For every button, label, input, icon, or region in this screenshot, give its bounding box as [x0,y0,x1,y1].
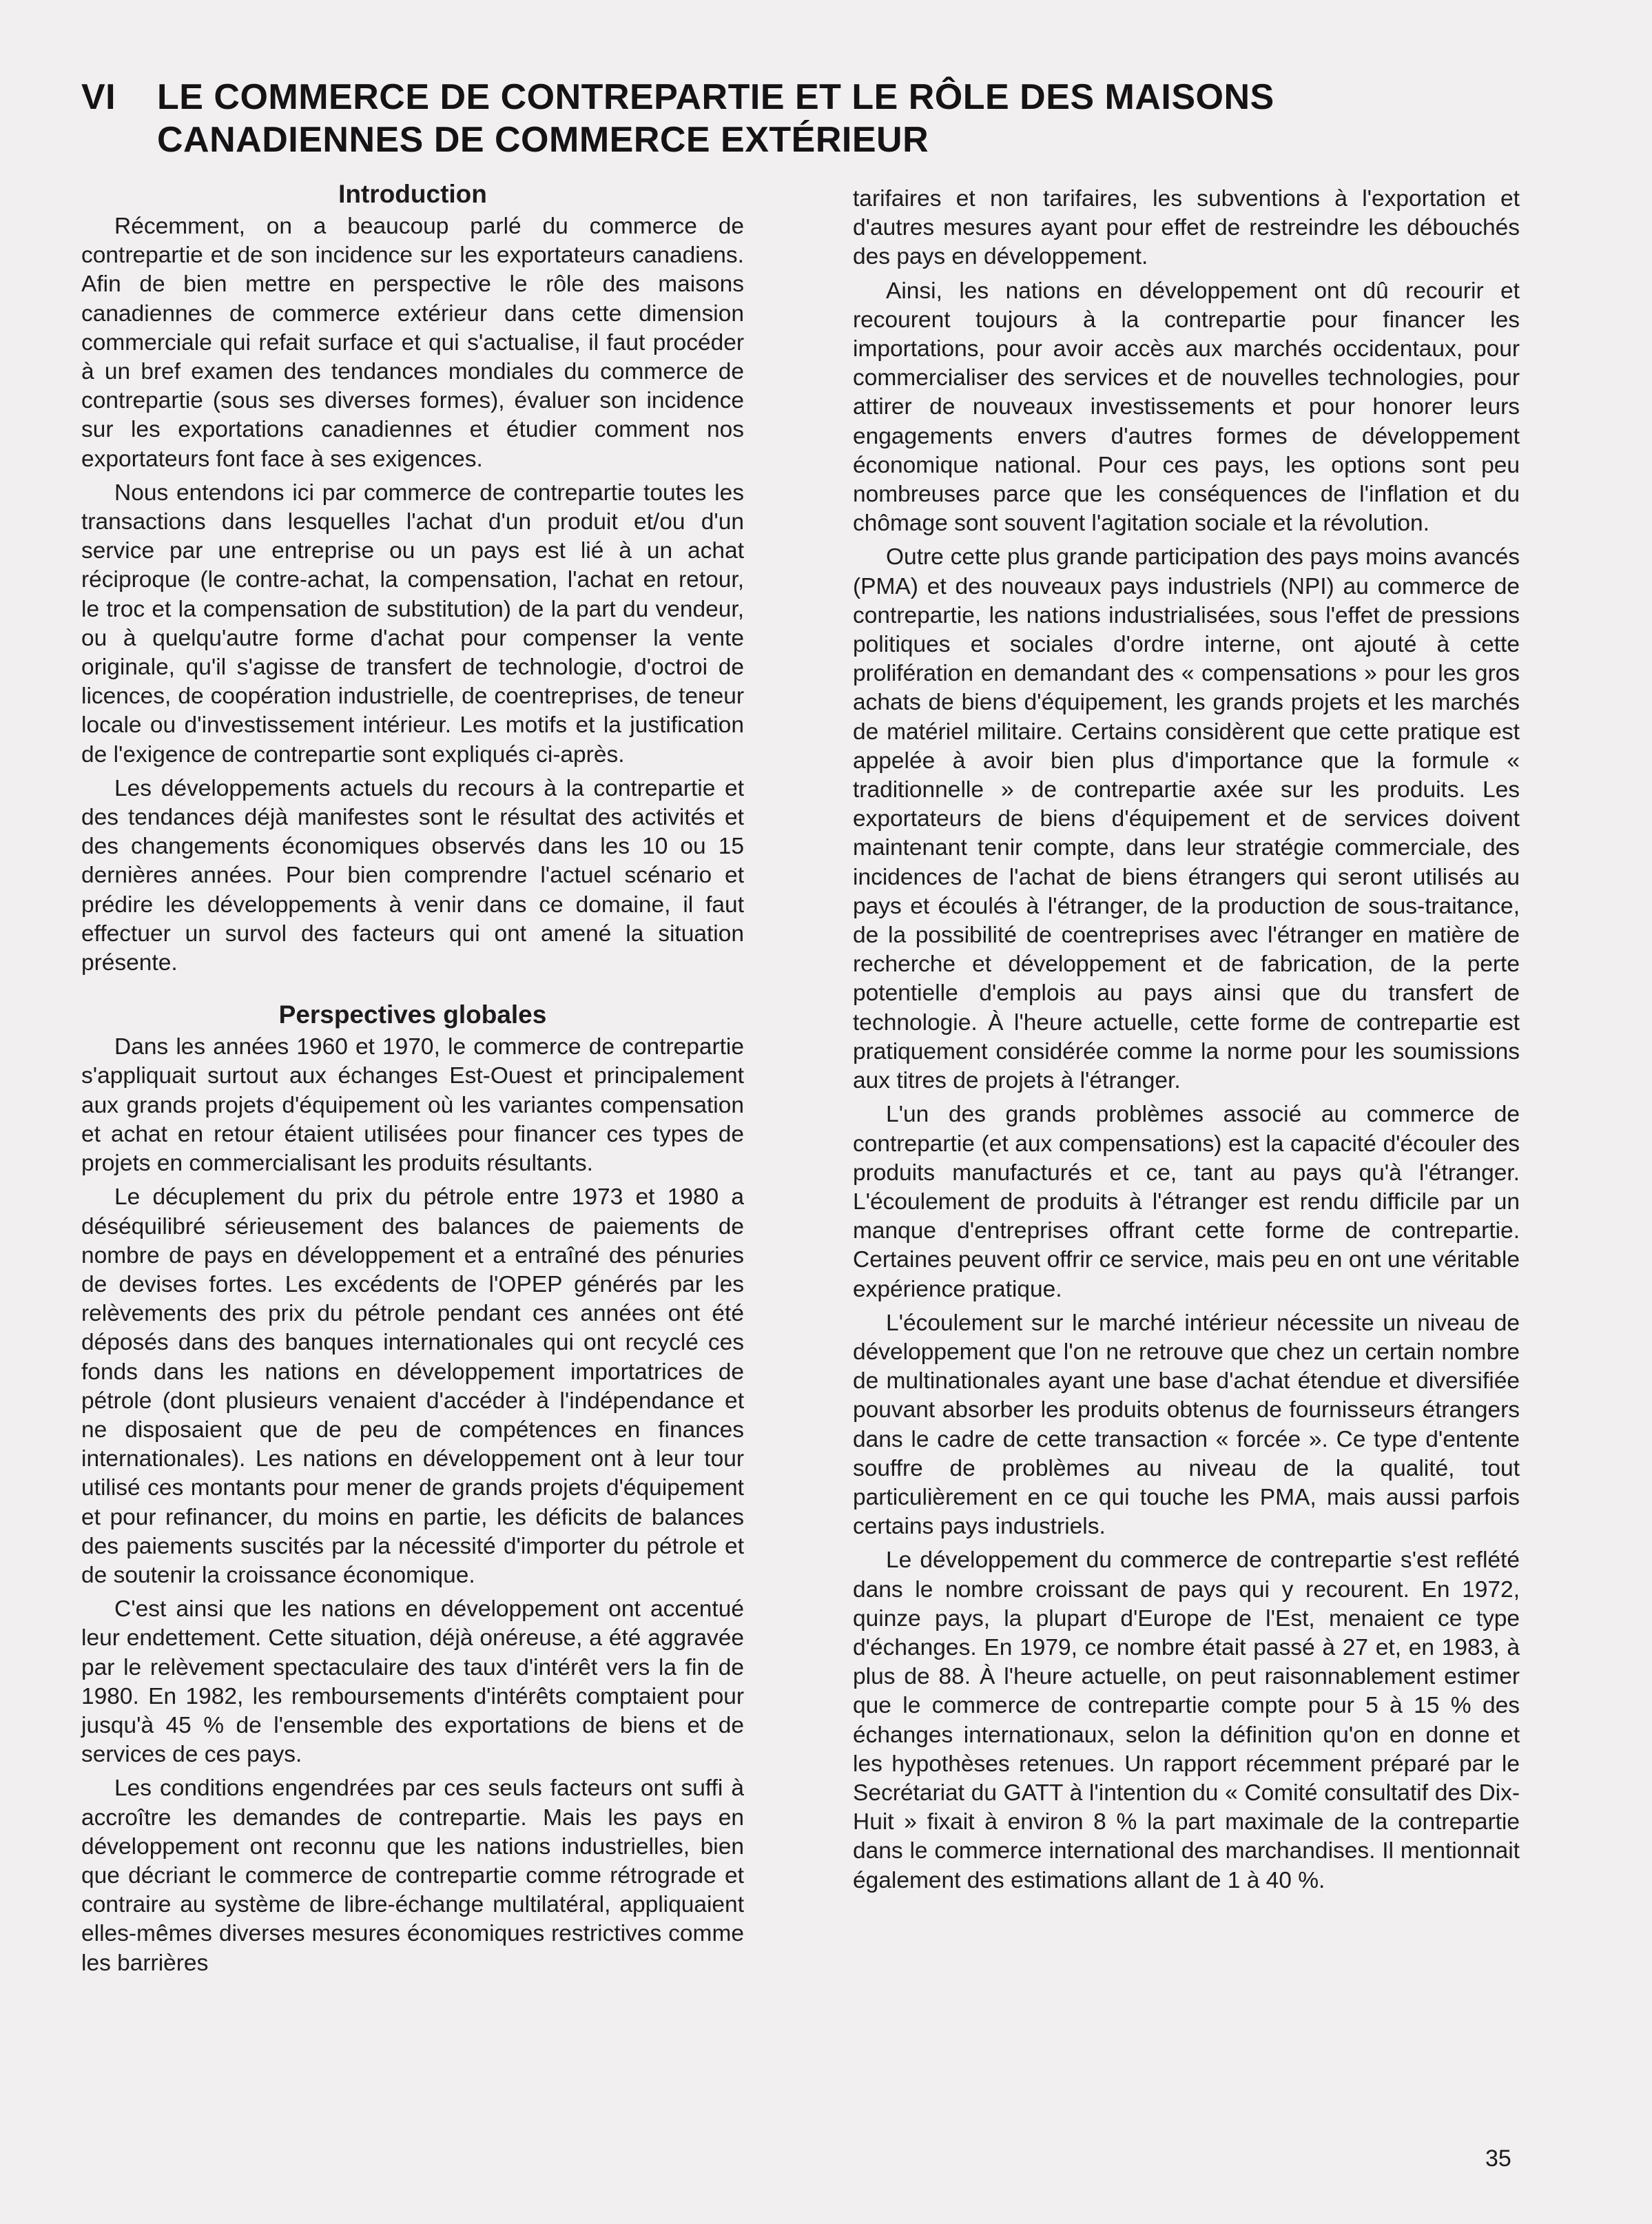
paragraph: Les développements actuels du recours à la contrepartie et des tendances déjà manifestes sont le résultat des activités et des changements économiques observés dans les 10 ou 15 dernières années. Pour bien comprendre l'actuel scénario et prédire les développements à venir dans ce domaine, il faut effectuer un survol des facteurs qui ont amené la situation présente. [81,775,744,976]
paragraph: Les conditions engendrées par ces seuls facteurs ont suffi à accroître les demandes de contrepartie. Mais les pays en développement ont reconnu que les nations industrielles, bien que décriant le commerce de contrepartie comme rétrograde et contraire au système de libre-échange multilatéral, appliquaient elles-mêmes diverses mesures économiques restrictives comme les barrières [81,1775,744,1976]
left-column [81,178,744,1983]
right-column [853,185,1520,1900]
paragraph: Le développement du commerce de contrepartie s'est reflété dans le nombre croissant de pays qui y recourent. En 1972, quinze pays, la plupart d'Europe de l'Est, menaient ce type d'échanges. En 1979, ce nombre était passé à 27 et, en 1983, à plus de 88. À l'heure actuelle, on peut raisonnablement estimer que le commerce de contrepartie compte pour 5 à 15 % des échanges internationaux, selon la définition qu'on en donne et les hypothèses retenues. Un rapport récemment préparé par le Secrétariat du GATT à l'intention du « Comité consultatif des Dix-Huit » fixait à environ 8 % la part maximale de la contrepartie dans le commerce international des marchandises. Il mentionnait également des estimations allant de 1 à 40 %. [853,1547,1520,1893]
paragraph: Nous entendons ici par commerce de contrepartie toutes les transactions dans lesquelles l'achat d'un produit et/ou d'un service par une entreprise ou un pays est lié à un achat réciproque (le contre-achat, la compensation, l'achat en retour, le troc et la compensation de substitution) de la part du vendeur, ou à quelqu'autre forme d'achat pour compenser la vente originale, qu'il s'agisse de transfert de technologie, d'octroi de licences, de coopération industrielle, de coentreprises, de teneur locale ou d'investissement intérieur. Les motifs et la justification de l'exigence de contrepartie sont expliqués ci-après. [81,480,744,768]
chapter-number: VI [81,77,116,117]
page-number: 35 [1485,2145,1511,2172]
paragraph: L'un des grands problèmes associé au commerce de contrepartie (et aux compensations) est la capacité d'écouler des produits manufacturés et ce, tant au pays qu'à l'étranger. L'écoulement de produits à l'étranger est rendu difficile par un manque d'entreprises offrant cette forme de contrepartie. Certaines peuvent offrir ce service, mais peu en ont une véritable expérience pratique. [853,1102,1520,1302]
paragraph: Ainsi, les nations en développement ont dû recourir et recourent toujours à la contrepartie pour financer les importations, pour avoir accès aux marchés occidentaux, pour commercialiser des services et de nouvelles technologies, pour attirer de nouveaux investissements et pour honorer leurs engagements envers d'autres formes de développement économique national. Pour ces pays, les options sont peu nombreuses parce que les conséquences de l'inflation et du chômage sont souvent l'agitation sociale et la révolution. [853,278,1520,537]
paragraph: Outre cette plus grande participation des pays moins avancés (PMA) et des nouveaux pays industriels (NPI) au commerce de contrepartie, les nations industrialisées, sous l'effet de pressions politiques et sociales d'ordre interne, ont ajouté à cette prolifération en demandant des « compensations » pour les gros achats de biens d'équipement, les grands projets et les marchés de matériel militaire. Certains considèrent que cette pratique est appelée à avoir bien plus d'importance que la formule « traditionnelle » de contrepartie axée sur les produits. Les exportateurs de biens d'équipement et de services doivent maintenant tenir compte, dans leur stratégie commerciale, des incidences de l'achat de biens étrangers qui seront utilisés au pays et écoulés à l'étranger, de la production de sous-traitance, de la possibilité de coentreprises avec l'étranger en matière de recherche et développement et de fabrication, de la perte potentielle d'emplois au pays ainsi que du transfert de technologie. À l'heure actuelle, cette forme de contrepartie est pratiquement considérée comme la norme pour les soumissions aux titres de projets à l'étranger. [853,544,1520,1094]
chapter-title-line1: LE COMMERCE DE CONTREPARTIE ET LE RÔLE DES MAISONS [157,77,1274,117]
paragraph: Récemment, on a beaucoup parlé du commerce de contrepartie et de son incidence sur les exportateurs canadiens. Afin de bien mettre en perspective le rôle des maisons canadiennes de commerce extérieur dans cette dimension commerciale qui refait surface et qui s'actualise, il faut procéder à un bref examen des tendances mondiales du commerce de contrepartie (sous ses diverses formes), évaluer son incidence sur les exportations canadiennes et étudier comment nos exportateurs font face à ses exigences. [81,214,744,472]
paragraph-continued: tarifaires et non tarifaires, les subventions à l'exportation et d'autres mesures ayant pour effet de restreindre les débouchés des pays en développement. [853,186,1520,270]
paragraph: C'est ainsi que les nations en développement ont accentué leur endettement. Cette situation, déjà onéreuse, a été aggravée par le relèvement spectaculaire des taux d'intérêt vers la fin de 1980. En 1982, les remboursements d'intérêts comptaient pour jusqu'à 45 % de l'ensemble des exportations de biens et de services de ces pays. [81,1596,744,1768]
chapter-title [81,76,1459,161]
heading-introduction: Introduction [338,180,487,208]
heading-perspectives-globales: Perspectives globales [278,1000,547,1029]
paragraph: L'écoulement sur le marché intérieur nécessite un niveau de développement que l'on ne retrouve que chez un certain nombre de multinationales ayant une base d'achat étendue et diversifiée pouvant absorber les produits obtenus de fournisseurs étrangers dans le cadre de cette transaction « forcée ». Ce type d'entente souffre de problèmes au niveau de la qualité, tout particulièrement en ce qui touche les PMA, mais aussi parfois certains pays industriels. [853,1310,1520,1540]
chapter-title-line2: CANADIENNES DE COMMERCE EXTÉRIEUR [157,120,929,160]
paragraph: Dans les années 1960 et 1970, le commerce de contrepartie s'appliquait surtout aux échanges Est-Ouest et principalement aux grands projets d'équipement où les variantes compensation et achat en retour étaient utilisées pour financer ces types de projets en commercialisant les produits résultants. [81,1034,744,1177]
paragraph: Le décuplement du prix du pétrole entre 1973 et 1980 a déséquilibré sérieusement des balances de paiements de nombre de pays en développement et a entraîné des pénuries de devises fortes. Les excédents de l'OPEP générés par les relèvements des prix du pétrole pendant ces années ont été déposés dans des banques internationales qui ont recyclé ces fonds dans les nations en développement importatrices de pétrole (dont plusieurs venaient d'accéder à l'indépendance et ne disposaient que de peu de compétences en finances internationales). Les nations en développement ont à leur tour utilisé ces montants pour mener de grands projets d'équipement et pour refinancer, du moins en partie, les déficits de balances des paiements suscités par la nécessité d'importer du pétrole et de soutenir la croissance économique. [81,1184,744,1588]
